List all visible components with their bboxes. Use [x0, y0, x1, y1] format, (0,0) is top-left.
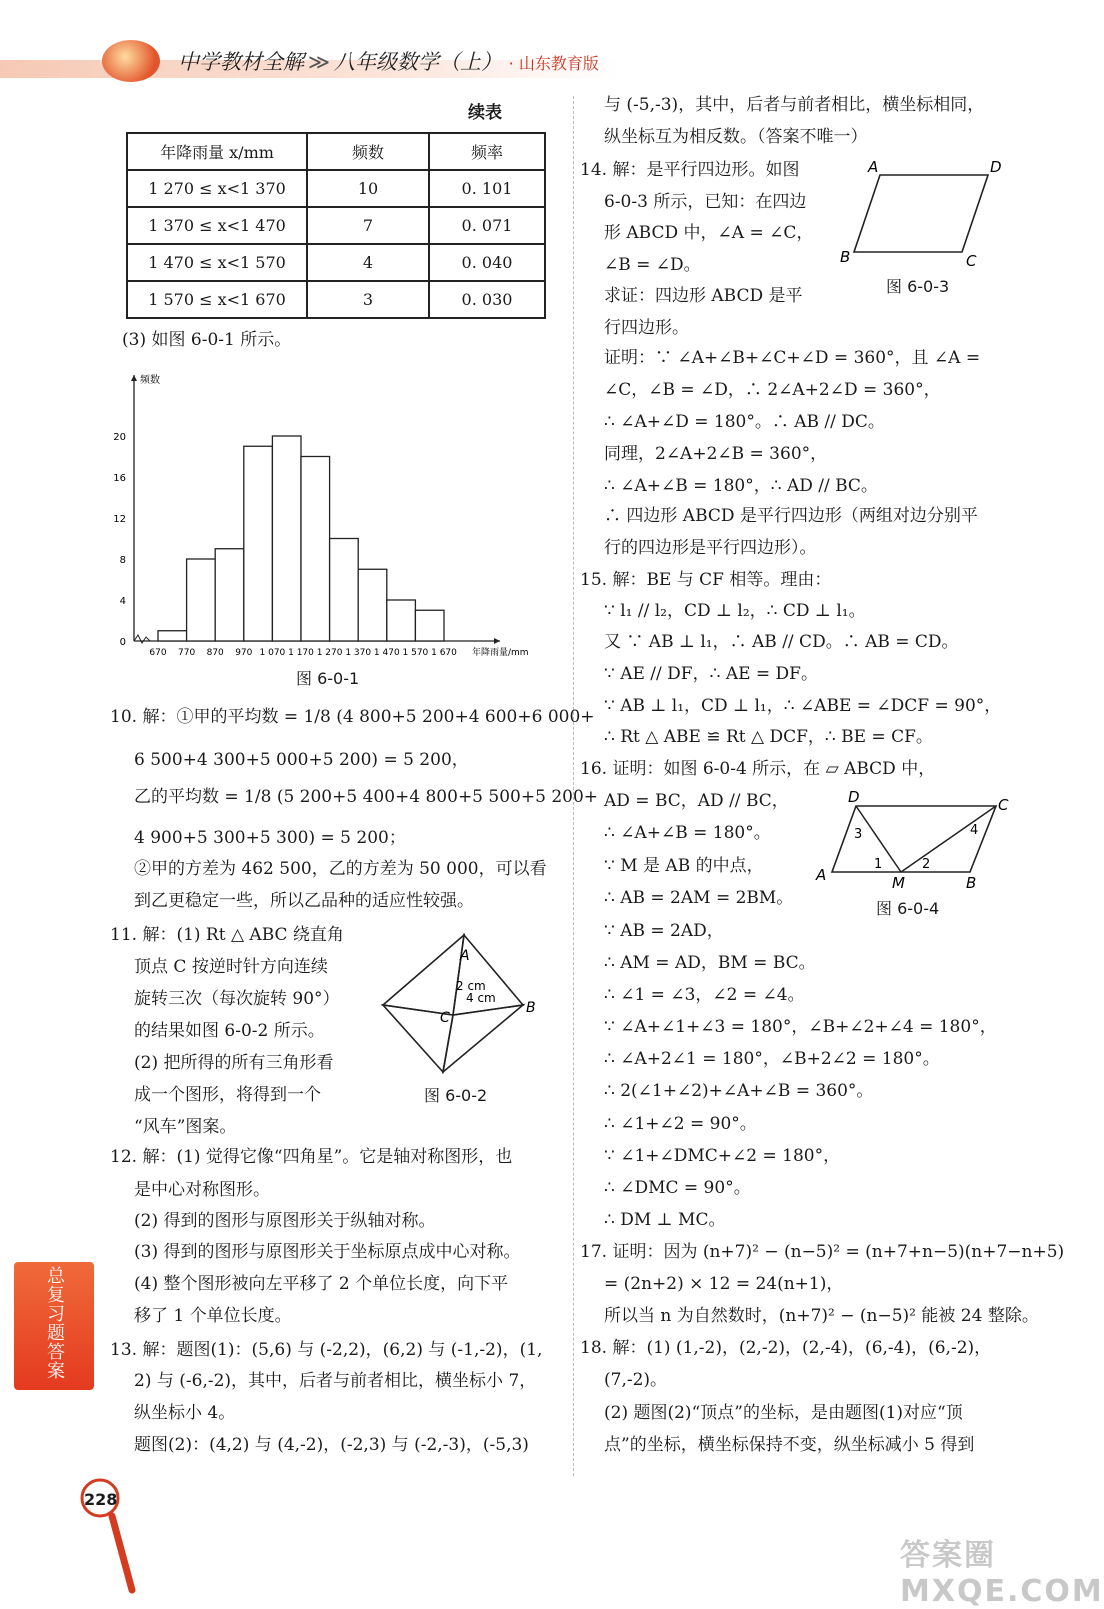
text-line: 移了 1 个单位长度。: [134, 1306, 292, 1326]
x-tick-label: 1 070: [259, 648, 286, 658]
text-line: “风车”图案。: [134, 1117, 237, 1137]
publisher: · 山东教育版: [508, 54, 599, 73]
x-tick-label: 970: [235, 648, 253, 658]
histogram-bar: [158, 631, 187, 641]
histogram-bar: [330, 539, 359, 642]
parallelogram-midpoint-figure: [812, 788, 1022, 898]
text-line: ∴ Rt △ ABE ≌ Rt △ DCF，∴ BE = CF。: [604, 727, 933, 747]
text-line: 与 (-5,-3)，其中，后者与前者相比，横坐标相同，: [604, 95, 985, 115]
table-header: 频率: [429, 133, 545, 170]
x-tick-label: 770: [178, 648, 196, 658]
text-line: ∵ ∠A+∠1+∠3 = 180°，∠B+∠2+∠4 = 180°，: [604, 1017, 997, 1037]
text-line: 的结果如图 6-0-2 所示。: [134, 1021, 325, 1041]
parallelogram-shape: [854, 175, 988, 252]
text-line: 乙的平均数 = 1/8 (5 200+5 400+4 800+5 500+5 200+: [134, 787, 599, 807]
text-line: (4) 整个图形被向左平移了 2 个单位长度，向下平: [134, 1274, 509, 1294]
label-c: C: [966, 252, 977, 270]
y-axis-label: 频数: [140, 375, 160, 386]
text-line: ∴ ∠A+∠B = 180°。: [604, 823, 771, 843]
text-line: 又 ∵ AB ⊥ l₁，∴ AB // CD。∴ AB = CD。: [604, 632, 959, 652]
table-row: [127, 207, 545, 244]
header-sep: ≫: [308, 50, 330, 74]
histogram-bar: [272, 436, 301, 641]
text-line: AD = BC，AD // BC，: [604, 791, 789, 811]
x-tick-label: 1 170: [288, 648, 314, 658]
section-side-tab: [14, 1262, 94, 1390]
table-cell: 7: [307, 207, 429, 244]
book-logo-icon: [102, 40, 160, 82]
table-cell: 3: [307, 281, 429, 318]
label-4cm: 4 cm: [466, 991, 496, 1005]
text-line: 点”的坐标，横坐标保持不变，纵坐标减小 5 得到: [604, 1435, 975, 1455]
text-line: ∵ M 是 AB 的中点，: [604, 856, 764, 876]
table-row: [127, 170, 545, 207]
text-line: ∴ AM = AD，BM = BC。: [604, 953, 816, 973]
text-line: ∴ ∠DMC = 90°。: [604, 1178, 751, 1198]
text-line: 题图(2)：(4,2) 与 (4,-2)，(-2,3) 与 (-2,-3)，(-5,3): [134, 1435, 529, 1455]
table-cell: 0. 040: [429, 244, 545, 281]
figure-caption: 图 6-0-2: [424, 1086, 488, 1105]
text-line: (2) 得到的图形与原图形关于纵轴对称。: [134, 1211, 436, 1231]
table-caption: 续表: [468, 103, 502, 123]
column-divider: [573, 96, 574, 1476]
text-line: ∴ ∠A+∠B = 180°，∴ AD // BC。: [604, 476, 878, 496]
table-cell: 0. 101: [429, 170, 545, 207]
angle-label-1: 1: [874, 857, 883, 872]
table-row: [127, 244, 545, 281]
text-line: ②甲的方差为 462 500，乙的方差为 50 000，可以看: [134, 859, 547, 879]
grade-title: 八年级数学（上）: [333, 50, 502, 74]
text-line: ∴ AB = 2AM = 2BM。: [604, 888, 794, 908]
watermark: 答案圈 MXQE.COM: [900, 1538, 1104, 1609]
text-line: 16. 证明：如图 6-0-4 所示，在 ▱ ABCD 中，: [580, 759, 936, 779]
text-line: ∠B = ∠D。: [604, 255, 701, 275]
figure-caption: 图 6-0-4: [876, 899, 940, 918]
table-row: [127, 281, 545, 318]
text-line: (7,-2)。: [604, 1370, 668, 1390]
text-line: 17. 证明：因为 (n+7)² − (n−5)² = (n+7+n−5)(n+7−n+5): [580, 1242, 1065, 1262]
axis-break-icon: [134, 635, 150, 643]
text-line: ∴ 四边形 ABCD 是平行四边形（两组对边分别平: [604, 506, 978, 526]
text-line: 6 500+4 300+5 000+5 200) = 5 200，: [134, 750, 469, 770]
text-line: ∴ 2(∠1+∠2)+∠A+∠B = 360°。: [604, 1081, 874, 1101]
text-line: ∴ ∠A+∠D = 180°。∴ AB // DC。: [604, 412, 885, 432]
label-m: M: [892, 874, 905, 892]
text-line: (3) 得到的图形与原图形关于坐标原点成中心对称。: [134, 1242, 521, 1262]
histogram-bar: [187, 559, 216, 641]
label-c: C: [998, 796, 1009, 814]
frequency-table: [126, 132, 546, 319]
text-line: 证明：∵ ∠A+∠B+∠C+∠D = 360°，且 ∠A =: [604, 348, 981, 368]
text-line: 纵坐标小 4。: [134, 1403, 236, 1423]
histogram-figure: [108, 365, 558, 665]
text-line: ∴ ∠1+∠2 = 90°。: [604, 1114, 757, 1134]
text-line: 求证：四边形 ABCD 是平: [604, 286, 803, 306]
label-a: A: [868, 158, 879, 176]
x-axis-label: 年降雨量/mm: [472, 648, 529, 658]
label-d: D: [848, 788, 860, 806]
y-axis-arrow-icon: [131, 375, 137, 381]
label-d: D: [990, 158, 1002, 176]
text-line: 4 900+5 300+5 300) = 5 200；: [134, 828, 406, 848]
text-line: 13. 解：题图(1)：(5,6) 与 (-2,2)，(6,2) 与 (-1,-2)，(1,: [110, 1340, 543, 1360]
histogram-bar: [301, 457, 330, 642]
x-tick-label: 870: [206, 648, 224, 658]
text-line: (2) 把所得的所有三角形看: [134, 1053, 334, 1073]
y-tick-label: 4: [119, 596, 126, 607]
side-tab-label: 总复习题答案: [44, 1266, 65, 1380]
angle-label-3: 3: [854, 827, 863, 842]
text-line: 旋转三次（每次旋转 90°）: [134, 989, 340, 1009]
text-line: (3) 如图 6-0-1 所示。: [122, 330, 292, 350]
text-line: ∵ AB ⊥ l₁，CD ⊥ l₁，∴ ∠ABE = ∠DCF = 90°，: [604, 696, 1002, 716]
text-line: 18. 解：(1) (1,-2)，(2,-2)，(2,-4)，(6,-4)，(6,-2)，: [580, 1338, 992, 1358]
table-cell: 1 370 ≤ x<1 470: [127, 207, 307, 244]
text-line: 11. 解：(1) Rt △ ABC 绕直角: [110, 925, 344, 945]
page-number: 228: [84, 1490, 118, 1509]
text-line: 10. 解：①甲的平均数 = 1/8 (4 800+5 200+4 600+6 000+: [110, 707, 595, 727]
histogram-bar: [244, 446, 273, 641]
angle-label-2: 2: [922, 857, 931, 872]
text-line: 行的四边形是平行四边形）。: [604, 538, 817, 558]
header-title: [178, 46, 599, 76]
segment-mc: [901, 806, 996, 872]
text-line: 行四边形。: [604, 318, 689, 338]
x-tick-label: 1 570: [402, 648, 429, 658]
text-line: 12. 解：(1) 觉得它像“四角星”。它是轴对称图形，也: [110, 1147, 513, 1167]
text-line: (2) 题图(2)“顶点”的坐标，是由题图(1)对应“顶: [604, 1403, 963, 1423]
text-line: 所以当 n 为自然数时，(n+7)² − (n−5)² 能被 24 整除。: [604, 1306, 1039, 1326]
table-cell: 4: [307, 244, 429, 281]
table-cell: 0. 030: [429, 281, 545, 318]
text-line: ∵ AE // DF，∴ AE = DF。: [604, 664, 818, 684]
table-cell: 1 270 ≤ x<1 370: [127, 170, 307, 207]
triangle-shape: [443, 1005, 523, 1072]
table-header-row: [127, 133, 545, 170]
text-line: ∵ ∠1+∠DMC+∠2 = 180°，: [604, 1146, 841, 1166]
text-line: 纵坐标互为相反数。（答案不唯一）: [604, 127, 868, 147]
text-line: ∴ ∠A+2∠1 = 180°，∠B+2∠2 = 180°。: [604, 1049, 940, 1069]
label-c: C: [440, 1010, 450, 1026]
text-line: 是中心对称图形。: [134, 1180, 270, 1200]
book-title: 中学教材全解: [178, 50, 304, 74]
label-2cm: 2 cm: [456, 979, 486, 993]
parallelogram-figure: [830, 150, 1030, 280]
y-tick-label: 8: [119, 555, 126, 566]
x-tick-label: 670: [149, 648, 167, 658]
angle-label-4: 4: [970, 823, 979, 838]
label-b: B: [966, 874, 977, 892]
y-tick-label: 20: [113, 432, 126, 443]
histogram-bar: [387, 600, 416, 641]
table-cell: 1 570 ≤ x<1 670: [127, 281, 307, 318]
x-tick-label: 1 370: [345, 648, 372, 658]
table-header: 频数: [307, 133, 429, 170]
text-line: 顶点 C 按逆时针方向连续: [134, 957, 328, 977]
text-line: ∴ ∠1 = ∠3，∠2 = ∠4。: [604, 985, 805, 1005]
label-b: B: [840, 248, 851, 266]
label-b: B: [526, 1000, 536, 1016]
figure-caption: 图 6-0-1: [296, 669, 360, 688]
text-line: ∠C，∠B = ∠D，∴ 2∠A+2∠D = 360°，: [604, 380, 941, 400]
text-line: 14. 解：是平行四边形。如图: [580, 160, 800, 180]
text-line: 6-0-3 所示，已知：在四边: [604, 192, 807, 212]
text-line: 2) 与 (-6,-2)，其中，后者与前者相比，横坐标小 7，: [134, 1371, 537, 1391]
histogram-bar: [358, 569, 387, 641]
text-line: 同理，2∠A+2∠B = 360°，: [604, 444, 828, 464]
x-tick-label: 1 270: [316, 648, 343, 658]
label-a: A: [816, 866, 827, 884]
text-line: ∵ l₁ // l₂，CD ⊥ l₂，∴ CD ⊥ l₁。: [604, 601, 866, 621]
page-header: [0, 0, 1082, 90]
table-cell: 0. 071: [429, 207, 545, 244]
histogram-bar: [415, 610, 444, 641]
y-tick-label: 16: [113, 473, 126, 484]
text-line: = (2n+2) × 12 = 24(n+1)，: [604, 1274, 844, 1294]
y-tick-label: 12: [113, 514, 126, 525]
x-axis-arrow-icon: [494, 638, 500, 644]
pinwheel-figure: [380, 930, 550, 1080]
table-cell: 1 470 ≤ x<1 570: [127, 244, 307, 281]
text-line: 成一个图形，将得到一个: [134, 1085, 321, 1105]
figure-caption: 图 6-0-3: [886, 277, 950, 296]
label-a: A: [460, 948, 470, 964]
triangle-shape: [383, 935, 464, 1015]
histogram-bar: [215, 549, 244, 641]
text-line: ∴ DM ⊥ MC。: [604, 1210, 726, 1230]
table-cell: 10: [307, 170, 429, 207]
table-header: 年降雨量 x/mm: [127, 133, 307, 170]
text-line: 15. 解：BE 与 CF 相等。理由：: [580, 570, 832, 590]
y-tick-label: 0: [119, 637, 126, 648]
x-tick-label: 1 470: [373, 648, 400, 658]
text-line: 到乙更稳定一些，所以乙品种的适应性较强。: [134, 891, 474, 911]
text-line: 形 ABCD 中，∠A = ∠C，: [604, 223, 814, 243]
text-line: ∵ AB = 2AD，: [604, 921, 724, 941]
x-tick-label: 1 670: [431, 648, 457, 658]
